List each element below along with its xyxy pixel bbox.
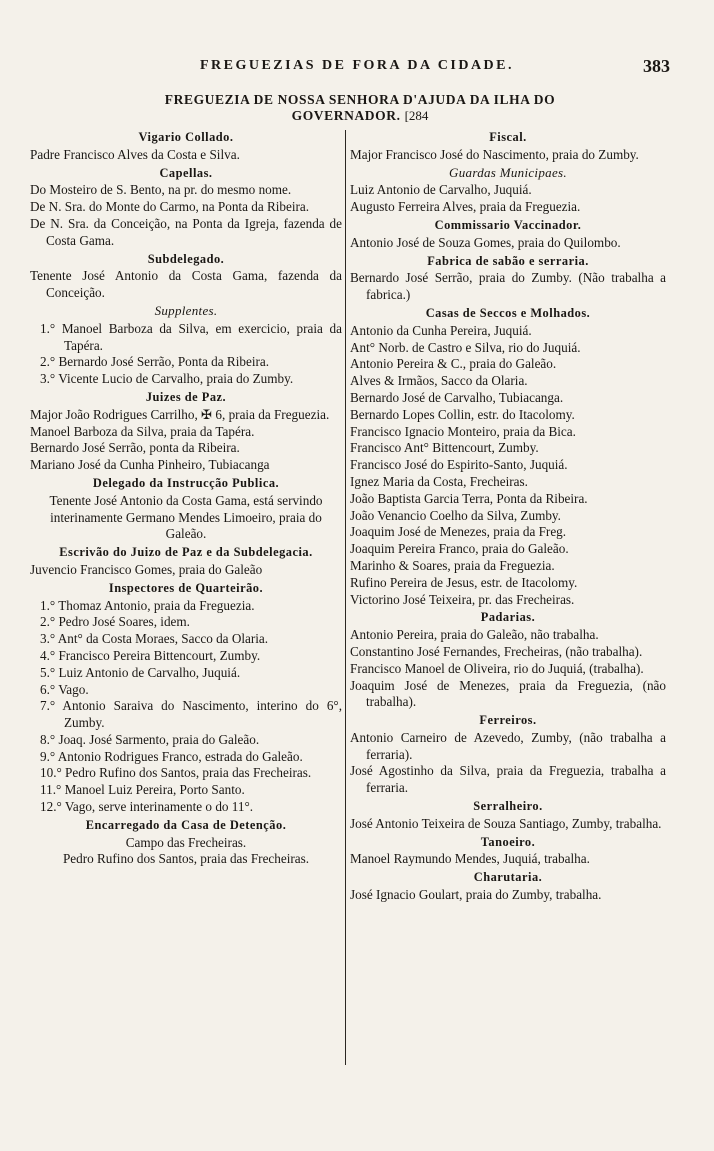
directory-entry: De N. Sra. da Conceição, na Ponta da Igreja, fazenda de Costa Gama. [30, 215, 342, 248]
directory-entry: Juvencio Francisco Gomes, praia do Galeão [30, 561, 263, 577]
directory-entry: Francisco Ant° Bittencourt, Zumby. [350, 440, 539, 456]
parish-title-line-2 [60, 108, 660, 124]
directory-entry: Manoel Raymundo Mendes, Juquiá, trabalha. [350, 851, 590, 867]
directory-entry: 11.° Manoel Luiz Pereira, Porto Santo. [40, 782, 245, 798]
directory-entry: Bernardo José Serrão, ponta da Ribeira. [30, 440, 240, 456]
section-heading: Commissario Vaccinador. [434, 217, 582, 232]
directory-entry: 5.° Luiz Antonio de Carvalho, Juquiá. [40, 664, 241, 680]
section-subheading: Campo das Frecheiras. [125, 834, 247, 850]
directory-entry: Manoel Barboza da Silva, praia da Tapéra. [30, 423, 255, 439]
parish-title-line-1: FREGUEZIA DE NOSSA SENHORA D'AJUDA DA ILHA DO [164, 92, 556, 107]
directory-entry: 1.° Manoel Barboza da Silva, em exercicio, praia da Tapéra. [40, 320, 342, 353]
directory-entry: João Venancio Coelho da Silva, Zumby. [350, 507, 561, 523]
section-heading: Vigario Collado. [138, 130, 234, 144]
directory-entry: Antonio José de Souza Gomes, praia do Quilombo. [350, 234, 621, 250]
directory-entry: 3.° Vicente Lucio de Carvalho, praia do Zumby. [40, 371, 294, 387]
section-heading: Fiscal. [489, 130, 527, 144]
directory-entry: 9.° Antonio Rodrigues Franco, estrada do Galeão. [40, 748, 303, 764]
section-padarias [350, 609, 666, 711]
directory-entry: Rufino Pereira de Jesus, estr. de Itacolomy. [350, 574, 578, 590]
section-heading: Juizes de Paz. [145, 389, 227, 404]
section-juizes-de-paz [30, 389, 342, 474]
directory-entry: Antonio da Cunha Pereira, Juquiá. [350, 322, 532, 338]
directory-entry: Bernardo José Serrão, praia do Zumby. (Não trabalha a fabrica.) [350, 270, 666, 303]
directory-entry: 2.° Pedro José Soares, idem. [40, 614, 190, 630]
directory-entry: Major João Rodrigues Carrilho, ✠ 6, praia da Freguezia. [30, 406, 330, 422]
directory-entry: Francisco Ignacio Monteiro, praia da Bica. [350, 423, 576, 439]
directory-entry: Bernardo José de Carvalho, Tubiacanga. [350, 389, 564, 405]
section-commissario-vaccinador [350, 217, 666, 252]
section-tanoeiro [350, 834, 666, 869]
directory-entry: 10.° Pedro Rufino dos Santos, praia das Frecheiras. [40, 765, 312, 781]
section-charutaria [350, 869, 666, 904]
running-title: FREGUEZIAS DE FORA DA CIDADE. [199, 58, 515, 73]
directory-entry: Antonio Carneiro de Azevedo, Zumby, (não trabalha a ferraria). [350, 729, 666, 762]
section-inspectores-de-quarteirao [30, 580, 342, 816]
section-heading: Charutaria. [473, 870, 543, 885]
directory-entry: Ignez Maria da Costa, Frecheiras. [350, 473, 528, 489]
directory-entry: Joaquim José de Menezes, praia da Freg. [350, 524, 567, 540]
directory-entry: De N. Sra. do Monte do Carmo, na Ponta da Ribeira. [30, 199, 310, 215]
section-heading: Padarias. [480, 610, 536, 625]
directory-entry: Ant° Norb. de Castro e Silva, rio do Juquiá. [350, 339, 581, 355]
section-heading: Serralheiro. [473, 799, 543, 814]
directory-entry: Augusto Ferreira Alves, praia da Freguezia. [350, 199, 581, 215]
section-delegado-da-instruccao-publica [30, 475, 342, 543]
section-heading: Tanoeiro. [480, 834, 536, 849]
section-vigario-collado [30, 129, 342, 164]
directory-entry: Major Francisco José do Nascimento, praia do Zumby. [350, 146, 639, 162]
section-heading: Casas de Seccos e Molhados. [425, 305, 591, 320]
section-fabrica-de-sabao-e-serraria [350, 253, 666, 304]
directory-entry: 6.° Vago. [40, 681, 89, 697]
directory-entry: 4.° Francisco Pereira Bittencourt, Zumby. [40, 647, 261, 663]
section-heading: Escrivão do Juizo de Paz e da Subdelegacia. [59, 545, 313, 560]
directory-entry: Antonio Pereira, praia do Galeão, não trabalha. [350, 627, 599, 643]
directory-entry: Do Mosteiro de S. Bento, na pr. do mesmo nome. [30, 182, 292, 198]
section-supplentes [30, 303, 342, 388]
directory-entry: Joaquim Pereira Franco, praia do Galeão. [350, 541, 569, 557]
left-column [30, 128, 342, 868]
directory-entry: José Antonio Teixeira de Souza Santiago, Zumby, trabalha. [350, 815, 662, 831]
section-heading: Guardas Municipaes. [449, 164, 567, 180]
directory-entry: 3.° Ant° da Costa Moraes, Sacco da Olaria. [40, 631, 269, 647]
parish-title-ref: [284 [404, 108, 429, 123]
directory-entry: Tenente José Antonio da Costa Gama, fazenda da Conceição. [30, 268, 342, 301]
section-heading: Fabrica de sabão e serraria. [427, 253, 589, 268]
directory-entry: João Baptista Garcia Terra, Ponta da Ribeira. [350, 490, 588, 506]
parish-title [60, 92, 660, 124]
directory-entry: 12.° Vago, serve interinamente o do 11°. [40, 799, 254, 815]
directory-entry: Francisco Manoel de Oliveira, rio do Juquiá, (trabalha). [350, 660, 644, 676]
section-ferreiros [350, 712, 666, 797]
section-casas-de-seccos-e-molhados [350, 305, 666, 608]
directory-entry: Bernardo Lopes Collin, estr. do Itacolomy. [350, 406, 575, 422]
directory-entry: Padre Francisco Alves da Costa e Silva. [30, 146, 240, 162]
section-heading: Ferreiros. [479, 713, 537, 728]
directory-entry: Constantino José Fernandes, Frecheiras, (não trabalha). [350, 643, 643, 659]
section-heading: Capellas. [159, 165, 213, 180]
section-heading: Inspectores de Quarteirão. [108, 580, 264, 595]
section-heading: Delegado da Instrucção Publica. [92, 475, 280, 490]
directory-entry: 7.° Antonio Saraiva do Nascimento, interino do 6°, Zumby. [40, 698, 342, 731]
directory-entry: José Agostinho da Silva, praia da Freguezia, trabalha a ferraria. [350, 763, 666, 796]
section-heading: Subdelegado. [147, 251, 225, 266]
directory-entry: Pedro Rufino dos Santos, praia das Frecheiras. [62, 851, 310, 867]
directory-entry: 8.° Joaq. José Sarmento, praia do Galeão. [40, 731, 260, 747]
section-capellas [30, 165, 342, 250]
directory-entry: Antonio Pereira & C., praia do Galeão. [350, 356, 557, 372]
directory-entry: 1.° Thomaz Antonio, praia da Freguezia. [40, 597, 255, 613]
section-fiscal [350, 129, 666, 164]
parish-title-governador: GOVERNADOR. [291, 108, 401, 123]
right-column [344, 128, 666, 904]
directory-entry: José Ignacio Goulart, praia do Zumby, trabalha. [350, 887, 602, 903]
directory-entry: Francisco José do Espirito-Santo, Juquiá. [350, 457, 568, 473]
section-heading: Encarregado da Casa de Detenção. [85, 817, 287, 832]
directory-entry: Alves & Irmãos, Sacco da Olaria. [350, 373, 528, 389]
section-subdelegado [30, 251, 342, 302]
directory-entry: Joaquim José de Menezes, praia da Freguezia, (não trabalha). [350, 677, 666, 710]
section-encarregado-da-casa-de-detencao [30, 817, 342, 868]
page-number: 383 [643, 56, 670, 76]
section-escrivao-do-juizo-de-paz-e-da-subdelegacia [30, 544, 342, 579]
directory-entry: Tenente José Antonio da Costa Gama, está servindo interinamente Germano Mendes Limoeiro, praia do Galeão. [49, 492, 323, 542]
section-guardas-municipaes [350, 165, 666, 216]
section-serralheiro [350, 798, 666, 833]
directory-entry: Marinho & Soares, praia da Freguezia. [350, 557, 555, 573]
directory-entry: Victorino José Teixeira, pr. das Frecheiras. [350, 591, 575, 607]
directory-entry: Mariano José da Cunha Pinheiro, Tubiacanga [30, 457, 270, 473]
directory-entry: 2.° Bernardo José Serrão, Ponta da Ribeira. [40, 354, 270, 370]
directory-entry: Luiz Antonio de Carvalho, Juquiá. [350, 182, 532, 198]
section-heading: Supplentes. [154, 302, 218, 318]
